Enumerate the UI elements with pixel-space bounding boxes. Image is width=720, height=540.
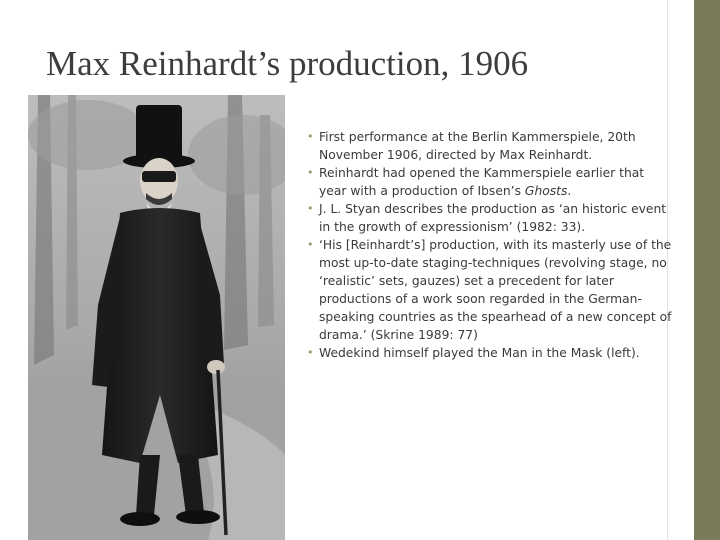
bullet-text: . — [567, 184, 572, 198]
bullet-text: Wedekind himself played the Man in the Mask (left). — [319, 346, 640, 360]
portrait-photo — [28, 95, 285, 540]
bullet-icon: • — [307, 130, 314, 143]
bullet-list — [303, 128, 675, 362]
bullet-item — [303, 200, 675, 236]
bullet-item — [303, 344, 675, 362]
portrait-photo-image — [28, 95, 285, 540]
bullet-item — [303, 236, 675, 344]
bullet-icon: • — [307, 202, 314, 215]
bullet-item — [303, 128, 675, 164]
bullet-text: ‘His [Reinhardt’s] production, with its masterly use of the most up-to-date staging-techniques (revolving stage, no ‘realistic’ sets, gauzes) set a precedent for later productions of a work soon regarded in the German-speaking countries as the spearhead of a new concept of drama.’ (Skrine 1989: 77) — [319, 238, 672, 342]
bullet-icon: • — [307, 238, 314, 251]
bullet-icon: • — [307, 166, 314, 179]
bullet-text: First performance at the Berlin Kammerspiele, 20th November 1906, directed by Max Reinhardt. — [319, 130, 636, 162]
bullet-icon: • — [307, 346, 314, 359]
bullet-text: J. L. Styan describes the production as ‘an historic event in the growth of expressionism’ (1982: 33). — [319, 202, 667, 234]
accent-sidebar — [694, 0, 720, 540]
bullet-item — [303, 164, 675, 200]
bullet-text-italic: Ghosts — [524, 184, 568, 198]
bullet-text: Reinhardt had opened the Kammerspiele earlier that year with a production of Ibsen’s — [319, 166, 645, 198]
slide-title: Max Reinhardt’s production, 1906 — [46, 44, 529, 83]
